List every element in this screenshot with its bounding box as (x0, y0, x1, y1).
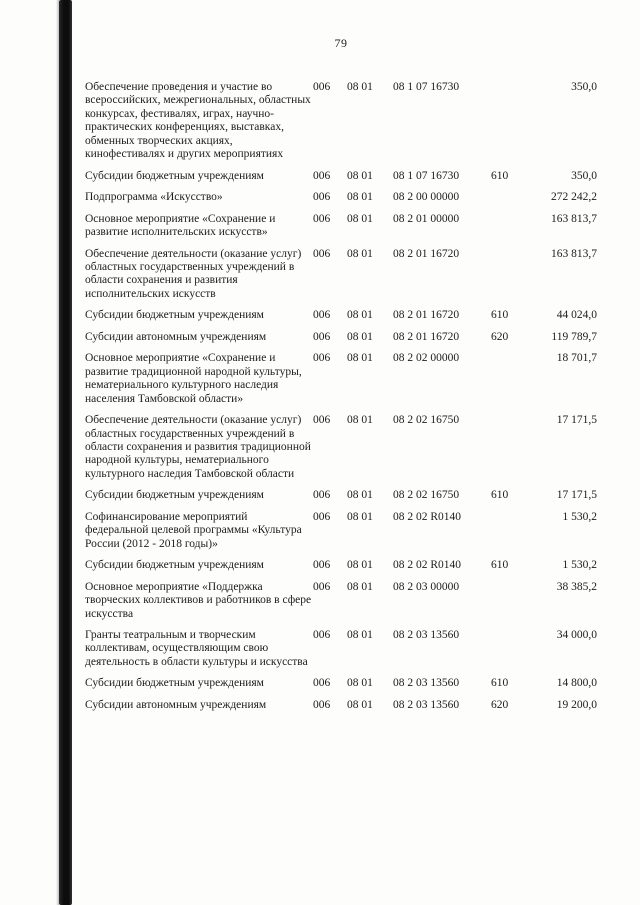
row-code-section: 08 01 (347, 677, 373, 690)
row-code-target-article: 08 1 07 16730 (393, 81, 460, 93)
row-amount: 163 813,7 (551, 247, 597, 260)
row-description: Подпрограмма «Искусство» (85, 191, 223, 204)
row-description: Субсидии автономным учреждениям (85, 698, 267, 711)
row-code-grbs: 006 (313, 628, 331, 641)
row-code-target-article: 08 2 03 00000 (393, 580, 460, 593)
row-code-expense-type: 620 (491, 698, 509, 711)
row-amount: 44 024,0 (556, 309, 597, 322)
row-description: Субсидии бюджетным учреждениям (85, 677, 264, 690)
row-code-grbs: 006 (313, 309, 331, 322)
table-row (85, 305, 597, 326)
table-row (85, 625, 597, 673)
row-code-expense-type: 610 (491, 309, 509, 322)
row-code-expense-type: 610 (491, 169, 509, 182)
table-row (85, 244, 597, 306)
row-code-expense-type: 610 (491, 559, 509, 572)
table-row (85, 485, 597, 506)
page-number: 79 (334, 36, 348, 50)
row-code-target-article: 08 2 01 16720 (393, 309, 460, 322)
row-code-grbs: 006 (313, 247, 331, 260)
table-row (85, 507, 597, 555)
row-code-grbs: 006 (313, 510, 331, 523)
row-code-expense-type (491, 507, 531, 555)
row-code-grbs: 006 (313, 414, 331, 427)
row-code-expense-type: 620 (491, 330, 509, 343)
row-code-expense-type (491, 209, 531, 244)
row-code-section: 08 01 (347, 247, 373, 260)
row-code-target-article: 08 2 02 16750 (393, 414, 460, 427)
row-code-expense-type (491, 77, 531, 166)
row-amount: 350,0 (571, 81, 597, 93)
row-code-grbs: 006 (313, 677, 331, 690)
row-code-target-article: 08 2 02 R0140 (393, 510, 462, 523)
row-code-section: 08 01 (347, 330, 373, 343)
row-code-target-article: 08 2 00 00000 (393, 191, 460, 204)
row-code-grbs: 006 (313, 559, 331, 572)
row-code-expense-type (491, 577, 531, 625)
table-row (85, 348, 597, 410)
row-description: Основное мероприятие «Поддержка творческих коллективов и работников в сфере искусства (85, 580, 312, 620)
row-code-expense-type: 610 (491, 489, 509, 502)
row-amount: 34 000,0 (556, 628, 597, 641)
row-code-section: 08 01 (347, 352, 373, 365)
row-amount: 163 813,7 (551, 212, 597, 225)
row-code-target-article: 08 2 03 13560 (393, 677, 460, 690)
row-code-expense-type (491, 244, 531, 306)
table-row (85, 209, 597, 244)
table-row (85, 695, 597, 716)
row-code-target-article: 08 2 01 16720 (393, 330, 460, 343)
row-description: Субсидии автономным учреждениям (85, 330, 267, 343)
row-code-section: 08 01 (347, 81, 373, 93)
table-row (85, 577, 597, 625)
table-row (85, 327, 597, 348)
row-amount: 350,0 (571, 169, 597, 182)
row-amount: 18 701,7 (556, 352, 597, 365)
row-amount: 1 530,2 (562, 510, 597, 523)
row-code-expense-type (491, 625, 531, 673)
row-code-expense-type (491, 410, 531, 485)
row-code-section: 08 01 (347, 309, 373, 322)
row-code-section: 08 01 (347, 510, 373, 523)
row-description: Основное мероприятие «Сохранение и развитие традиционной народной культуры, нематериального культурного наследия населения Тамбовской области» (85, 352, 302, 405)
row-code-target-article: 08 2 02 16750 (393, 489, 460, 502)
row-description: Основное мероприятие «Сохранение и развитие исполнительских искусств» (85, 212, 276, 239)
row-code-target-article: 08 2 03 13560 (393, 628, 460, 641)
table-row (85, 673, 597, 694)
budget-table (85, 77, 597, 716)
row-amount: 119 789,7 (551, 330, 597, 343)
row-code-target-article: 08 2 02 R0140 (393, 559, 462, 572)
row-code-expense-type (491, 187, 531, 208)
row-description: Субсидии бюджетным учреждениям (85, 559, 264, 572)
row-code-grbs: 006 (313, 489, 331, 502)
row-amount: 14 800,0 (556, 677, 597, 690)
row-code-target-article: 08 1 07 16730 (393, 169, 460, 182)
row-amount: 1 530,2 (562, 559, 597, 572)
row-description: Обеспечение проведения и участие во всероссийских, межрегиональных, областных конкурсах, фестивалях, играх, научно-практических конференциях, выставках, обменных творческих акциях, кинофестивалях и других мероприятиях (85, 81, 311, 161)
row-code-expense-type (491, 348, 531, 410)
row-code-grbs: 006 (313, 169, 331, 182)
row-code-section: 08 01 (347, 628, 373, 641)
row-description: Субсидии бюджетным учреждениям (85, 309, 264, 322)
row-code-expense-type: 610 (491, 677, 509, 690)
row-code-target-article: 08 2 01 16720 (393, 247, 460, 260)
page-content (85, 36, 597, 716)
row-code-grbs: 006 (313, 580, 331, 593)
row-code-section: 08 01 (347, 698, 373, 711)
table-row (85, 187, 597, 208)
row-description: Софинансирование мероприятий федеральной целевой программы «Культура России (2012 - 2018 годы)» (85, 510, 302, 550)
row-code-target-article: 08 2 03 13560 (393, 698, 460, 711)
row-code-target-article: 08 2 02 00000 (393, 352, 460, 365)
row-code-grbs: 006 (313, 352, 331, 365)
row-code-grbs: 006 (313, 698, 331, 711)
row-code-grbs: 006 (313, 330, 331, 343)
row-description: Субсидии бюджетным учреждениям (85, 489, 264, 502)
row-amount: 272 242,2 (551, 191, 597, 204)
table-row (85, 555, 597, 576)
row-code-section: 08 01 (347, 559, 373, 572)
row-amount: 17 171,5 (556, 414, 597, 427)
row-code-section: 08 01 (347, 169, 373, 182)
budget-table-body (85, 77, 597, 716)
scan-binding-bar (59, 0, 72, 905)
row-code-section: 08 01 (347, 191, 373, 204)
row-amount: 38 385,2 (556, 580, 597, 593)
table-row (85, 410, 597, 485)
table-row (85, 166, 597, 187)
row-description: Субсидии бюджетным учреждениям (85, 169, 264, 182)
row-amount: 17 171,5 (556, 489, 597, 502)
row-amount: 19 200,0 (556, 698, 597, 711)
row-code-target-article: 08 2 01 00000 (393, 212, 460, 225)
table-row (85, 77, 597, 166)
row-code-grbs: 006 (313, 81, 331, 93)
row-description: Обеспечение деятельности (оказание услуг) областных государственных учреждений в области сохранения и развития традиционной народной культуры, нематериального культурного наследия Тамбовской области (85, 414, 311, 480)
row-code-section: 08 01 (347, 414, 373, 427)
row-description: Гранты театральным и творческим коллективам, осуществляющим свою деятельность в области культуры и искусства (85, 628, 308, 668)
row-description: Обеспечение деятельности (оказание услуг) областных государственных учреждений в области сохранения и развития исполнительских искусств (85, 247, 302, 300)
row-code-section: 08 01 (347, 489, 373, 502)
row-code-grbs: 006 (313, 191, 331, 204)
row-code-section: 08 01 (347, 212, 373, 225)
row-code-section: 08 01 (347, 580, 373, 593)
row-code-grbs: 006 (313, 212, 331, 225)
